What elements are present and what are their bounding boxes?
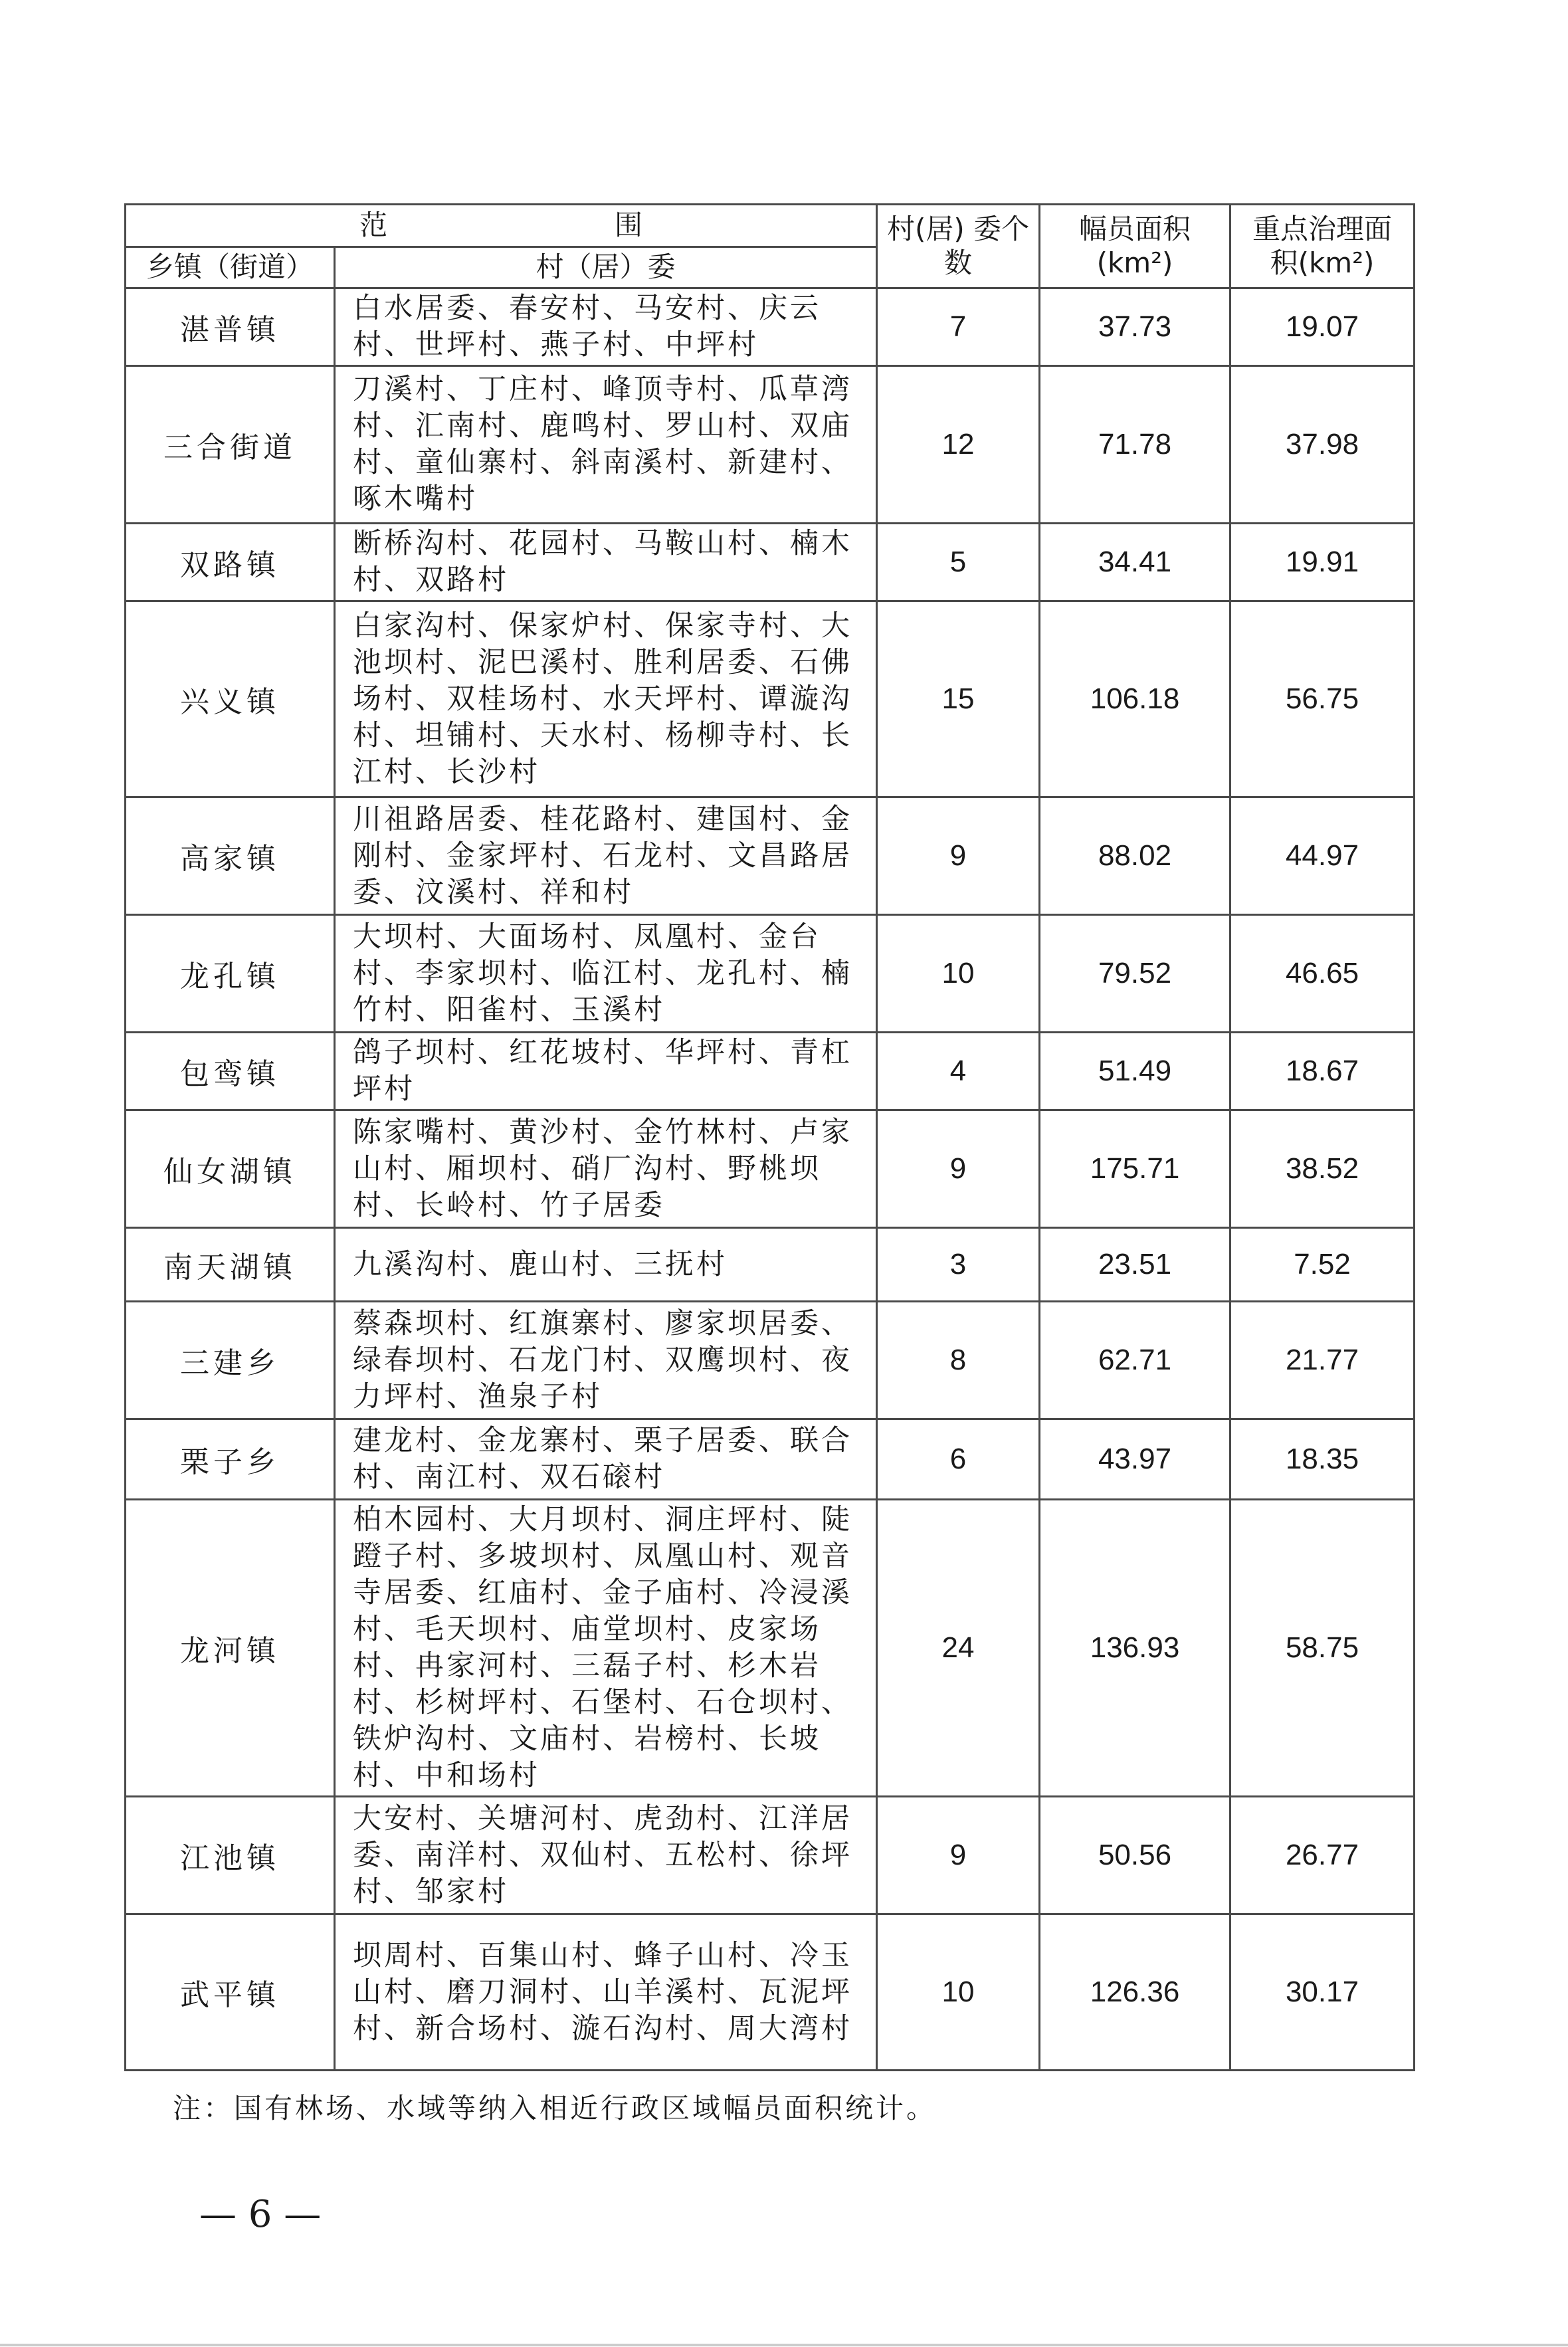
count-cell: 4 — [877, 1033, 1040, 1110]
count-cell: 6 — [877, 1419, 1040, 1500]
town-cell: 武平镇 — [126, 1914, 335, 2071]
area-cell: 37.73 — [1040, 288, 1230, 366]
villages-cell: 断桥沟村、花园村、马鞍山村、楠木村、双路村 — [335, 524, 877, 601]
count-cell: 10 — [877, 1914, 1040, 2071]
town-cell: 江池镇 — [126, 1797, 335, 1914]
table-row — [126, 288, 1415, 366]
header-key-area — [1230, 205, 1415, 288]
area-cell: 175.71 — [1040, 1110, 1230, 1228]
key-area-cell: 37.98 — [1230, 366, 1415, 524]
table-row — [126, 1302, 1415, 1419]
key-area-cell: 18.67 — [1230, 1033, 1415, 1110]
count-cell: 9 — [877, 797, 1040, 915]
page-bottom-divider — [0, 2344, 1568, 2346]
count-cell: 12 — [877, 366, 1040, 524]
table-row — [126, 524, 1415, 601]
header-count — [877, 205, 1040, 288]
count-cell: 15 — [877, 601, 1040, 797]
header-range: 范 围 — [126, 205, 877, 247]
key-area-cell: 18.35 — [1230, 1419, 1415, 1500]
area-cell: 43.97 — [1040, 1419, 1230, 1500]
header-township: 乡镇（街道） — [126, 247, 335, 288]
table-row — [126, 366, 1415, 524]
key-area-cell: 30.17 — [1230, 1914, 1415, 2071]
key-area-cell: 44.97 — [1230, 797, 1415, 915]
area-cell: 88.02 — [1040, 797, 1230, 915]
villages-cell: 鸽子坝村、红花坡村、华坪村、青杠坪村 — [335, 1033, 877, 1110]
town-cell: 双路镇 — [126, 524, 335, 601]
area-cell: 50.56 — [1040, 1797, 1230, 1914]
villages-cell: 刀溪村、丁庄村、峰顶寺村、瓜草湾村、汇南村、鹿鸣村、罗山村、双庙村、童仙寨村、斜南溪村、新建村、啄木嘴村 — [335, 366, 877, 524]
area-cell: 136.93 — [1040, 1500, 1230, 1797]
area-cell: 126.36 — [1040, 1914, 1230, 2071]
key-area-cell: 58.75 — [1230, 1500, 1415, 1797]
key-area-cell: 21.77 — [1230, 1302, 1415, 1419]
villages-cell: 建龙村、金龙寨村、栗子居委、联合村、南江村、双石磙村 — [335, 1419, 877, 1500]
villages-cell: 川祖路居委、桂花路村、建国村、金刚村、金家坪村、石龙村、文昌路居委、汶溪村、祥和村 — [335, 797, 877, 915]
key-area-cell: 19.07 — [1230, 288, 1415, 366]
key-area-cell: 7.52 — [1230, 1228, 1415, 1302]
key-area-cell: 26.77 — [1230, 1797, 1415, 1914]
villages-cell: 九溪沟村、鹿山村、三抚村 — [335, 1228, 877, 1302]
villages-cell: 大坝村、大面场村、凤凰村、金台村、李家坝村、临江村、龙孔村、楠竹村、阳雀村、玉溪村 — [335, 915, 877, 1033]
town-cell: 三合街道 — [126, 366, 335, 524]
key-area-cell: 38.52 — [1230, 1110, 1415, 1228]
table-row — [126, 601, 1415, 797]
area-table — [124, 203, 1415, 2071]
villages-cell: 柏木园村、大月坝村、洞庄坪村、陡蹬子村、多坡坝村、凤凰山村、观音寺居委、红庙村、金子庙村、冷浸溪村、毛天坝村、庙堂坝村、皮家场村、冉家河村、三磊子村、杉木岩村、杉树坪村、石堡村、石仓坝村、铁炉沟村、文庙村、岩榜村、长坡村、中和场村 — [335, 1500, 877, 1797]
count-cell: 7 — [877, 288, 1040, 366]
town-cell: 高家镇 — [126, 797, 335, 915]
key-area-cell: 19.91 — [1230, 524, 1415, 601]
header-area — [1040, 205, 1230, 288]
town-cell: 栗子乡 — [126, 1419, 335, 1500]
town-cell: 仙女湖镇 — [126, 1110, 335, 1228]
count-cell: 24 — [877, 1500, 1040, 1797]
key-area-cell: 56.75 — [1230, 601, 1415, 797]
table-note: 注：国有林场、水域等纳入相近行政区域幅员面积统计。 — [173, 2092, 937, 2124]
header-area-label: 幅员面积(km²) — [1079, 213, 1191, 279]
villages-cell: 蔡森坝村、红旗寨村、廖家坝居委、绿春坝村、石龙门村、双鹰坝村、夜力坪村、渔泉子村 — [335, 1302, 877, 1419]
town-cell: 三建乡 — [126, 1302, 335, 1419]
villages-cell: 大安村、关塘河村、虎劲村、江洋居委、南洋村、双仙村、五松村、徐坪村、邹家村 — [335, 1797, 877, 1914]
area-cell: 79.52 — [1040, 915, 1230, 1033]
header-key-area-label: 重点治理面积(km²) — [1252, 213, 1393, 279]
area-cell: 34.41 — [1040, 524, 1230, 601]
area-cell: 71.78 — [1040, 366, 1230, 524]
page-number: — 6 — — [199, 2193, 322, 2236]
villages-cell: 陈家嘴村、黄沙村、金竹林村、卢家山村、厢坝村、硝厂沟村、野桃坝村、长岭村、竹子居委 — [335, 1110, 877, 1228]
town-cell: 龙河镇 — [126, 1500, 335, 1797]
table-row — [126, 1228, 1415, 1302]
count-cell: 9 — [877, 1797, 1040, 1914]
table-row — [126, 1033, 1415, 1110]
table-row — [126, 1500, 1415, 1797]
table-row — [126, 1797, 1415, 1914]
count-cell: 3 — [877, 1228, 1040, 1302]
villages-cell: 白水居委、春安村、马安村、庆云村、世坪村、燕子村、中坪村 — [335, 288, 877, 366]
count-cell: 8 — [877, 1302, 1040, 1419]
table-row — [126, 1419, 1415, 1500]
count-cell: 9 — [877, 1110, 1040, 1228]
town-cell: 龙孔镇 — [126, 915, 335, 1033]
table-row — [126, 1110, 1415, 1228]
area-cell: 106.18 — [1040, 601, 1230, 797]
town-cell: 包鸾镇 — [126, 1033, 335, 1110]
header-village: 村（居）委 — [335, 247, 877, 288]
table-row — [126, 1914, 1415, 2071]
count-cell: 10 — [877, 915, 1040, 1033]
villages-cell: 坝周村、百集山村、蜂子山村、冷玉山村、磨刀洞村、山羊溪村、瓦泥坪村、新合场村、漩石沟村、周大湾村 — [335, 1914, 877, 2071]
key-area-cell: 46.65 — [1230, 915, 1415, 1033]
area-cell: 51.49 — [1040, 1033, 1230, 1110]
town-cell: 湛普镇 — [126, 288, 335, 366]
table-row — [126, 915, 1415, 1033]
area-cell: 23.51 — [1040, 1228, 1230, 1302]
count-cell: 5 — [877, 524, 1040, 601]
town-cell: 南天湖镇 — [126, 1228, 335, 1302]
villages-cell: 白家沟村、保家炉村、保家寺村、大池坝村、泥巴溪村、胜利居委、石佛场村、双桂场村、水天坪村、谭漩沟村、坦铺村、天水村、杨柳寺村、长江村、长沙村 — [335, 601, 877, 797]
area-cell: 62.71 — [1040, 1302, 1230, 1419]
town-cell: 兴义镇 — [126, 601, 335, 797]
table-row — [126, 797, 1415, 915]
header-count-label: 村(居) 委个数 — [886, 213, 1030, 279]
